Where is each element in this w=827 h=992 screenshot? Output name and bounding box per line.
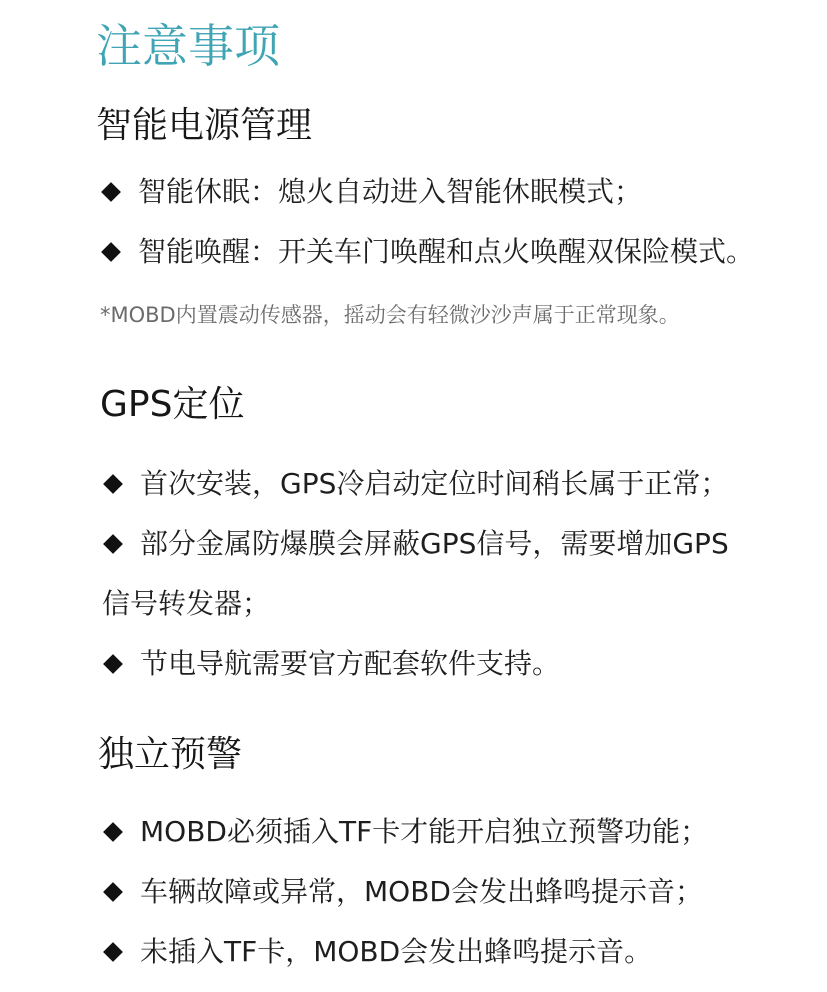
- list-item: [102, 814, 708, 850]
- list-item: [102, 526, 729, 562]
- list-item: [102, 466, 728, 502]
- diamond-bullet-icon: [101, 182, 121, 202]
- list-item-text: 车辆故障或异常，MOBD会发出蜂鸣提示音；: [140, 875, 703, 908]
- vibration-sensor-note: *MOBD内置震动传感器，摇动会有轻微沙沙声属于正常现象。: [100, 303, 680, 327]
- diamond-bullet-icon: [103, 534, 123, 554]
- list-item: [100, 174, 642, 210]
- list-item-text: 未插入TF卡，MOBD会发出蜂鸣提示音。: [140, 935, 653, 968]
- diamond-bullet-icon: [103, 474, 123, 494]
- list-item-text: MOBD必须插入TF卡才能开启独立预警功能；: [140, 815, 709, 848]
- list-item: [102, 934, 652, 970]
- list-item: [102, 646, 560, 682]
- section-heading-power-management: 智能电源管理: [96, 105, 313, 146]
- list-item-text: 智能唤醒：开关车门唤醒和点火唤醒双保险模式。: [138, 235, 755, 268]
- list-item: [102, 874, 703, 910]
- list-item-text: 节电导航需要官方配套软件支持。: [140, 647, 561, 680]
- list-item-text: 部分金属防爆膜会屏蔽GPS信号，需要增加GPS: [140, 527, 729, 560]
- diamond-bullet-icon: [103, 882, 123, 902]
- section-heading-gps: GPS定位: [100, 384, 245, 425]
- diamond-bullet-icon: [103, 822, 123, 842]
- section-heading-independent-alert: 独立预警: [98, 734, 243, 775]
- diamond-bullet-icon: [101, 242, 121, 262]
- list-item-text: 智能休眠：熄火自动进入智能休眠模式；: [138, 175, 643, 208]
- list-item: [100, 234, 754, 270]
- list-item-continuation: 信号转发器；: [102, 587, 271, 620]
- diamond-bullet-icon: [103, 654, 123, 674]
- diamond-bullet-icon: [103, 942, 123, 962]
- page-title: 注意事项: [96, 19, 280, 73]
- list-item-text: 首次安装，GPS冷启动定位时间稍长属于正常；: [140, 467, 729, 500]
